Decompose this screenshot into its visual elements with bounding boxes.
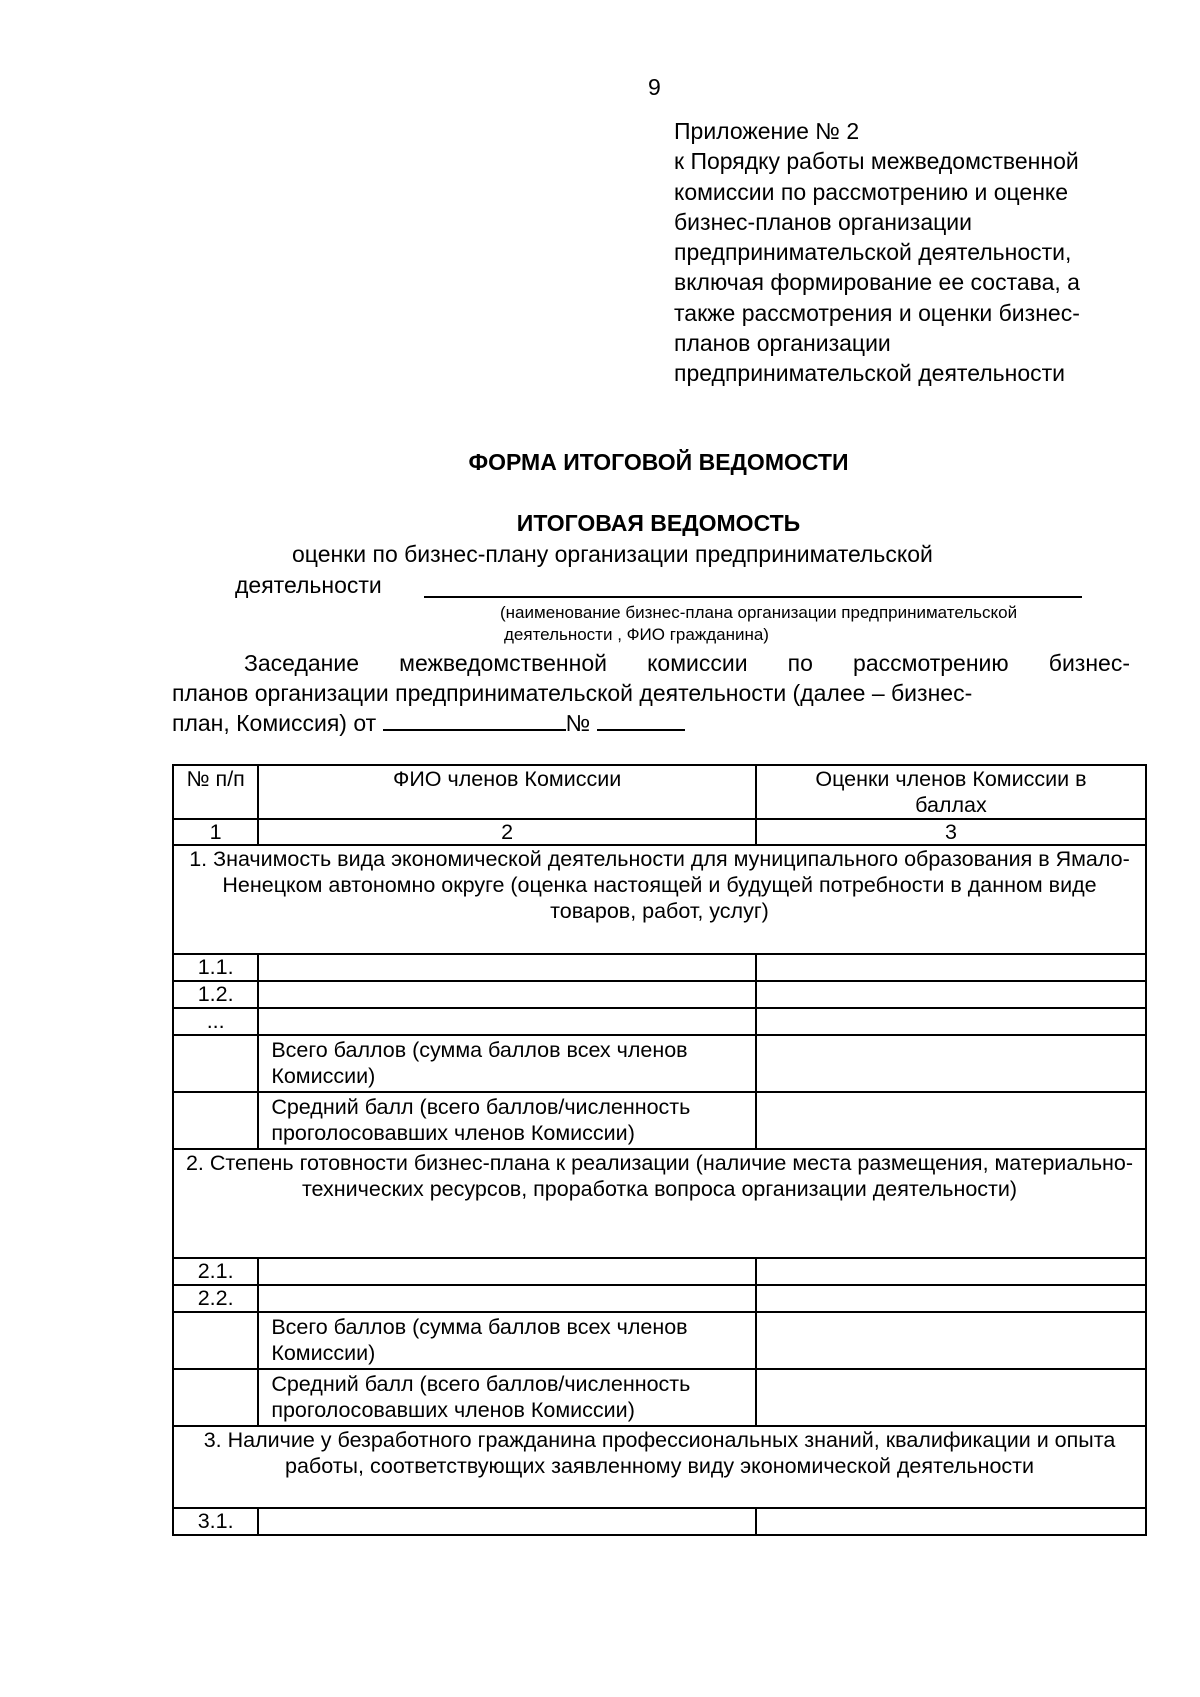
score-cell[interactable] (756, 981, 1146, 1008)
table-row (173, 954, 1146, 981)
page-number: 9 (648, 74, 661, 100)
appendix-line: бизнес-планов организации (674, 208, 973, 235)
appendix-line: Приложение № 2 (674, 118, 860, 144)
form-title: ФОРМА ИТОГОВОЙ ВЕДОМОСТИ (468, 449, 849, 475)
empty-cell (173, 1035, 258, 1092)
empty-cell (173, 1369, 258, 1426)
header-number: № п/п (173, 765, 258, 819)
table-header-row (173, 765, 1146, 819)
meeting-line-2: планов организации предпринимательской деятельности (далее – бизнес- (172, 680, 973, 706)
score-cell[interactable] (756, 1285, 1146, 1312)
section-1-row (173, 845, 1146, 954)
average-score-cell[interactable] (756, 1092, 1146, 1149)
subtitle-line-1: оценки по бизнес-плану организации предпринимательской (292, 541, 933, 567)
total-row (173, 1035, 1146, 1092)
business-plan-name-field[interactable] (424, 596, 1082, 598)
name-hint (500, 602, 1140, 646)
meeting-date-field[interactable] (383, 709, 566, 731)
table-row (173, 1285, 1146, 1312)
member-name-cell[interactable] (258, 1258, 756, 1285)
average-label: Средний балл (всего баллов/численность проголосовавших членов Комиссии) (258, 1369, 756, 1426)
empty-cell (173, 1312, 258, 1369)
member-name-cell[interactable] (258, 1508, 756, 1535)
row-number: 1.2. (173, 981, 258, 1008)
appendix-header (674, 116, 1174, 389)
appendix-line: предпринимательской деятельности (674, 360, 1065, 387)
column-number: 1 (173, 819, 258, 845)
score-cell[interactable] (756, 954, 1146, 981)
document-title: ИТОГОВАЯ ВЕДОМОСТЬ (516, 510, 801, 536)
average-label: Средний балл (всего баллов/численность проголосовавших членов Комиссии) (258, 1092, 756, 1149)
total-score-cell[interactable] (756, 1312, 1146, 1369)
name-hint-line-2: деятельности , ФИО гражданина) (504, 625, 769, 644)
appendix-line: также рассмотрения и оценки бизнес- (674, 299, 1080, 326)
total-label: Всего баллов (сумма баллов всех членов Комиссии) (258, 1312, 756, 1369)
meeting-date-label: план, Комиссия) от (172, 710, 377, 736)
section-3-row (173, 1426, 1146, 1508)
results-table (172, 764, 1147, 1536)
subtitle-line-2: деятельности (235, 572, 382, 598)
score-cell[interactable] (756, 1008, 1146, 1035)
average-row (173, 1369, 1146, 1426)
section-3-title: 3. Наличие у безработного гражданина профессиональных знаний, квалификации и опыта работы, соответствующих заявленному виду экономической деятельности (173, 1426, 1146, 1508)
row-number: 1.1. (173, 954, 258, 981)
score-cell[interactable] (756, 1508, 1146, 1535)
member-name-cell[interactable] (258, 1008, 756, 1035)
average-row (173, 1092, 1146, 1149)
row-number: 2.2. (173, 1285, 258, 1312)
member-name-cell[interactable] (258, 954, 756, 981)
meeting-paragraph (172, 648, 1130, 738)
column-number: 3 (756, 819, 1146, 845)
header-scores: Оценки членов Комиссии в баллах (756, 765, 1146, 819)
section-1-title: 1. Значимость вида экономической деятельности для муниципального образования в Ямало-Ненецком автономно округе (оценка настоящей и будущей потребности в данном виде товаров, работ, услуг) (173, 845, 1146, 954)
meeting-line-3 (172, 708, 1130, 738)
total-label: Всего баллов (сумма баллов всех членов Комиссии) (258, 1035, 756, 1092)
average-score-cell[interactable] (756, 1369, 1146, 1426)
row-number: ... (173, 1008, 258, 1035)
total-score-cell[interactable] (756, 1035, 1146, 1092)
appendix-line: к Порядку работы межведомственной (674, 148, 1079, 175)
appendix-line: включая формирование ее состава, а (674, 269, 1080, 296)
score-cell[interactable] (756, 1258, 1146, 1285)
row-number: 2.1. (173, 1258, 258, 1285)
meeting-line-1: Заседание межведомственной комиссии по рассмотрению бизнес- (244, 650, 1130, 676)
column-number: 2 (258, 819, 756, 845)
table-row (173, 1258, 1146, 1285)
empty-cell (173, 1092, 258, 1149)
section-2-row (173, 1149, 1146, 1258)
table-row (173, 981, 1146, 1008)
appendix-line: планов организации (674, 330, 891, 357)
meeting-number-field[interactable] (597, 709, 685, 731)
member-name-cell[interactable] (258, 981, 756, 1008)
appendix-line: предпринимательской деятельности, (674, 239, 1072, 266)
member-name-cell[interactable] (258, 1285, 756, 1312)
column-numbers-row (173, 819, 1146, 845)
table-row (173, 1508, 1146, 1535)
name-hint-line-1: (наименование бизнес-плана организации предпринимательской (500, 603, 1018, 622)
row-number: 3.1. (173, 1508, 258, 1535)
number-sign: № (565, 710, 591, 736)
table-row (173, 1008, 1146, 1035)
total-row (173, 1312, 1146, 1369)
section-2-title: 2. Степень готовности бизнес-плана к реализации (наличие места размещения, материально-технических ресурсов, проработка вопроса организации деятельности) (173, 1149, 1146, 1258)
appendix-line: комиссии по рассмотрению и оценке (674, 178, 1069, 205)
header-members: ФИО членов Комиссии (258, 765, 756, 819)
